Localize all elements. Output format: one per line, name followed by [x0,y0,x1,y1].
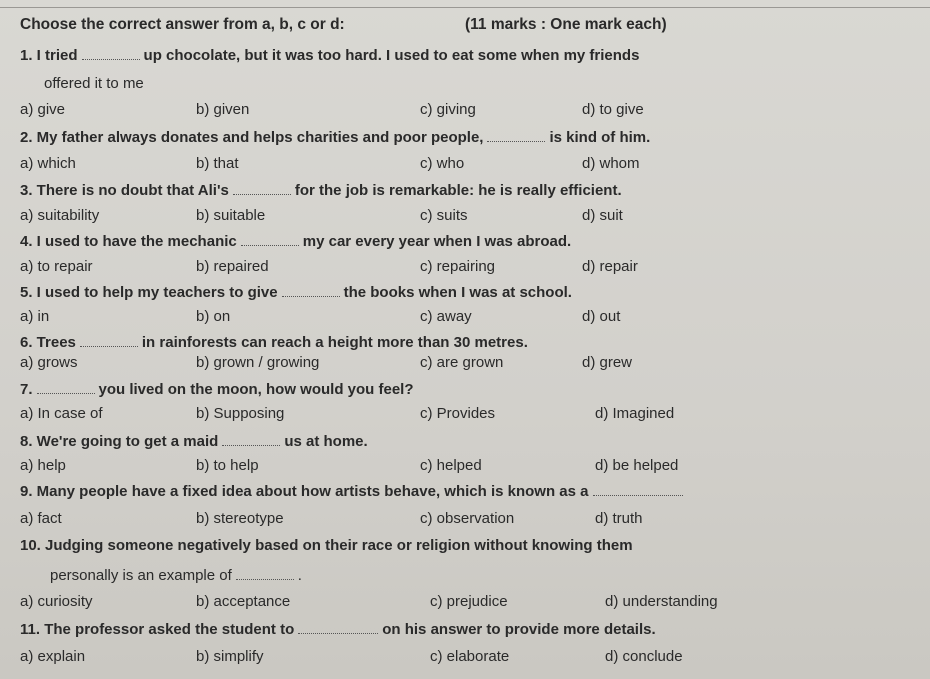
option-b[interactable]: b) suitable [196,207,266,224]
option-a[interactable]: a) explain [20,648,86,665]
option-a[interactable]: a) in [20,308,50,325]
option-b[interactable]: b) simplify [196,648,264,665]
question-6-options [20,354,920,376]
question-1-options [20,101,920,123]
question-8: 8. We're going to get a maid us at home. [20,433,368,450]
option-a[interactable]: a) which [20,155,76,172]
question-1-line-2: offered it to me [44,75,144,92]
option-c[interactable]: c) Provides [420,405,496,422]
question-7-options [20,405,920,427]
question-6: 6. Trees in rainforests can reach a height more than 30 metres. [20,334,528,351]
option-a[interactable]: a) to repair [20,258,93,275]
answer-blank[interactable] [80,334,138,347]
option-d[interactable]: d) to give [582,101,644,118]
answer-blank[interactable] [37,381,95,394]
option-b[interactable]: b) on [196,308,231,325]
option-a[interactable]: a) help [20,457,66,474]
option-b[interactable]: b) that [196,155,239,172]
top-divider [0,7,930,8]
question-10-options [20,593,920,615]
option-c[interactable]: c) suits [420,207,468,224]
option-b[interactable]: b) to help [196,457,259,474]
option-b[interactable]: b) given [196,101,250,118]
answer-blank[interactable] [236,567,294,580]
question-3-options [20,207,920,229]
question-5: 5. I used to help my teachers to give the books when I was at school. [20,284,572,301]
option-c[interactable]: c) away [420,308,472,325]
option-b[interactable]: b) acceptance [196,593,291,610]
question-7: 7. you lived on the moon, how would you feel? [20,381,414,398]
option-d[interactable]: d) Imagined [595,405,675,422]
option-c[interactable]: c) are grown [420,354,504,371]
option-d[interactable]: d) out [582,308,621,325]
option-a[interactable]: a) In case of [20,405,103,422]
option-b[interactable]: b) stereotype [196,510,284,527]
answer-blank[interactable] [82,47,140,60]
option-d[interactable]: d) suit [582,207,623,224]
question-10-line-1: 10. Judging someone negatively based on their race or religion without knowing them [20,537,633,554]
option-d[interactable]: d) whom [582,155,640,172]
marks-text: (11 marks : One mark each) [465,16,667,33]
question-4: 4. I used to have the mechanic my car every year when I was abroad. [20,233,572,250]
question-11: 11. The professor asked the student to on his answer to provide more details. [20,621,656,638]
option-c[interactable]: c) repairing [420,258,496,275]
question-9: 9. Many people have a fixed idea about how artists behave, which is known as a [20,482,920,502]
option-c[interactable]: c) who [420,155,465,172]
option-d[interactable]: d) grew [582,354,633,371]
option-d[interactable]: d) repair [582,258,638,275]
option-c[interactable]: c) giving [420,101,476,118]
option-b[interactable]: b) grown / growing [196,354,320,371]
answer-blank[interactable] [241,233,299,246]
question-2-options [20,155,920,177]
option-c[interactable]: c) prejudice [430,593,508,610]
option-a[interactable]: a) curiosity [20,593,93,610]
option-a[interactable]: a) fact [20,510,62,527]
question-4-options [20,258,920,280]
worksheet-header [20,16,910,38]
question-10-line-2: personally is an example of . [50,567,302,584]
question-5-options [20,308,920,330]
option-a[interactable]: a) give [20,101,66,118]
option-b[interactable]: b) repaired [196,258,269,275]
question-3: 3. There is no doubt that Ali's for the job is remarkable: he is really efficient. [20,182,622,199]
instruction-text: Choose the correct answer from a, b, c or d: [20,16,345,33]
answer-blank[interactable] [233,182,291,195]
option-d[interactable]: d) understanding [605,593,718,610]
option-d[interactable]: d) conclude [605,648,683,665]
option-d[interactable]: d) be helped [595,457,679,474]
answer-blank[interactable] [593,483,683,496]
option-a[interactable]: a) grows [20,354,78,371]
question-2: 2. My father always donates and helps charities and poor people, is kind of him. [20,129,651,146]
option-c[interactable]: c) elaborate [430,648,510,665]
option-d[interactable]: d) truth [595,510,643,527]
option-c[interactable]: c) helped [420,457,482,474]
option-b[interactable]: b) Supposing [196,405,285,422]
question-11-options [20,648,920,670]
answer-blank[interactable] [282,284,340,297]
answer-blank[interactable] [487,129,545,142]
question-9-options [20,510,920,532]
option-a[interactable]: a) suitability [20,207,100,224]
answer-blank[interactable] [298,621,378,634]
option-c[interactable]: c) observation [420,510,515,527]
question-1-line-1: 1. I tried up chocolate, but it was too hard. I used to eat some when my friends [20,47,640,64]
question-8-options [20,457,920,479]
answer-blank[interactable] [222,433,280,446]
